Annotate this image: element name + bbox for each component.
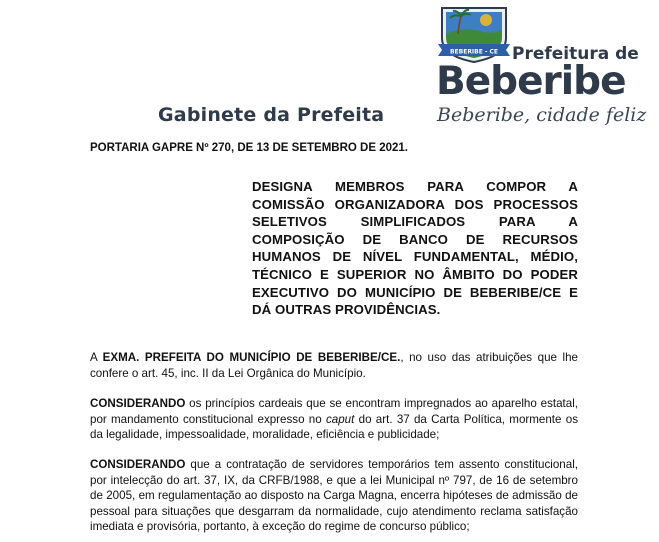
preamble-authority: EXMA. PREFEITA DO MUNICÍPIO DE BEBERIBE/CE. (102, 351, 401, 364)
document-title: PORTARIA GAPRE Nº 270, DE 13 DE SETEMBRO DE 2021. (90, 142, 408, 154)
paragraph-preamble (90, 350, 578, 381)
considerando-italic: caput (325, 412, 355, 426)
preamble-text: , no uso das atribuições que lhe confere o art. 45, inc. II da Lei Orgânica do Município. (90, 351, 578, 380)
paragraph-considerando-2 (90, 457, 578, 535)
logo-beberibe-text: Beberibe (436, 59, 626, 104)
considerando-text: que a contratação de servidores temporários tem assento constitucional, por intelecção do art. 37, IX, da CRFB/1988, e que a lei Municipal nº 797, de 16 de setembro de 2005, em regulamentação ao disposto na Carga Magna, encerra hipóteses de admissão de pessoal para situações que desgarram da normalidade, cujo atendimento reclama satisfação imediata e provisória, portanto, à exceção do regime de concurso público; (90, 458, 578, 534)
considerando-label: CONSIDERANDO (90, 397, 186, 410)
logo-prefeitura-text: Prefeitura de (512, 44, 639, 64)
preamble-prefix: A (90, 351, 103, 364)
paragraph-considerando-1 (90, 396, 578, 443)
document-ementa: DESIGNA MEMBROS PARA COMPOR A COMISSÃO ORGANIZADORA DOS PROCESSOS SELETIVOS SIMPLIFICADOS PARA A COMPOSIÇÃO DE BANCO DE RECURSOS HUMANOS DE NÍVEL FUNDAMENTAL, MÉDIO, TÉCNICO E SUPERIOR NO ÂMBITO DO PODER EXECUTIVO DO MUNICÍPIO DE BEBERIBE/CE E DÁ OUTRAS PROVIDÊNCIAS. (252, 179, 578, 318)
municipal-crest-logo (434, 4, 514, 64)
crest-ribbon-text: BEBERIBE - CE (449, 48, 499, 56)
logo-slogan: Beberibe, cidade feliz (437, 104, 647, 126)
considerando-text-b: do art. 37 da Carta Política, mormente os da legalidade, impessoalidade, moralidade, eficiência e publicidade; (90, 412, 578, 442)
considerando-text-a: os princípios cardeais que se encontram impregnados ao aparelho estatal, por mandamento constitucional expresso no (90, 397, 578, 426)
considerando-label: CONSIDERANDO (90, 458, 186, 471)
office-heading: Gabinete da Prefeita (158, 104, 385, 126)
